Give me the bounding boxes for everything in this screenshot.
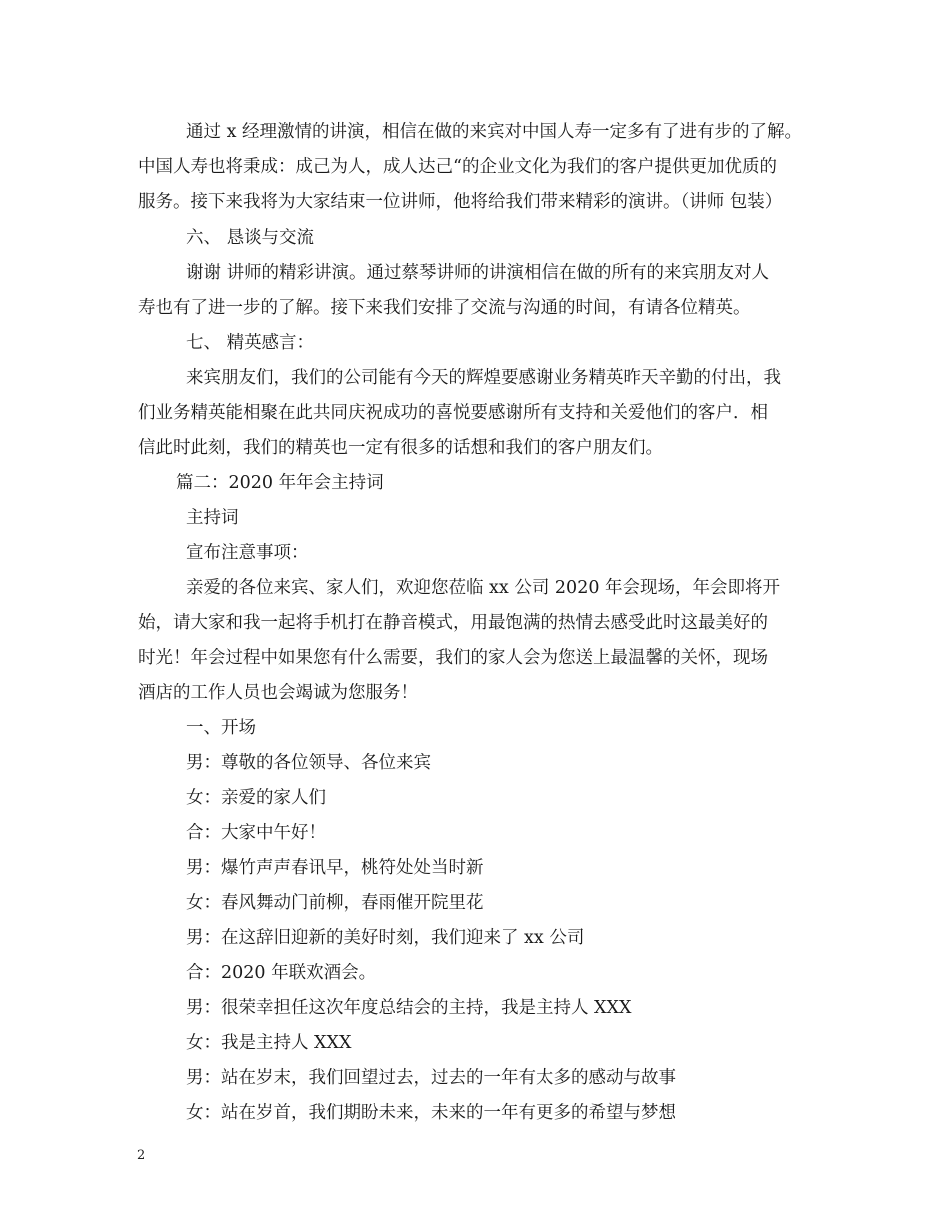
text-line: 中国人寿也将秉成：成己为人，成人达己“的企业文化为我们的客户提供更加优质的 <box>138 157 777 177</box>
text-line: 女：站在岁首，我们期盼未来，未来的一年有更多的希望与梦想 <box>186 1103 676 1123</box>
text-line: 来宾朋友们，我们的公司能有今天的辉煌要感谢业务精英昨天辛勤的付出，我 <box>186 368 781 388</box>
text-line: 女：我是主持人 XXX <box>186 1033 352 1053</box>
text-line: 亲爱的各位来宾、家人们，欢迎您莅临 xx 公司 2020 年会现场，年会即将开 <box>186 578 781 598</box>
section-heading: 六、 恳谈与交流 <box>186 228 315 248</box>
text-line: 合：大家中午好！ <box>186 823 326 843</box>
text-line: 合：2020 年联欢酒会。 <box>186 963 377 983</box>
text-line: 通过 x 经理激情的讲演，相信在做的来宾对中国人寿一定多有了进有步的了解。 <box>186 122 802 142</box>
text-line: 男：爆竹声声春讯早，桃符处处当时新 <box>186 858 484 878</box>
text-line: 服务。接下来我将为大家结束一位讲师，他将给我们带来精彩的演讲。（讲师 包装） <box>138 192 783 212</box>
section-heading: 篇二：2020 年年会主持词 <box>176 473 384 493</box>
text-line: 主持词 <box>186 508 239 528</box>
text-line: 男：尊敬的各位领导、各位来宾 <box>186 753 431 773</box>
text-line: 信此时此刻，我们的精英也一定有很多的话想和我们的客户朋友们。 <box>138 438 663 458</box>
text-line: 女：春风舞动门前柳，春雨催开院里花 <box>186 893 484 913</box>
text-line: 们业务精英能相聚在此共同庆祝成功的喜悦要感谢所有支持和关爱他们的客户．相 <box>138 403 768 423</box>
text-line: 宣布注意事项： <box>186 543 309 563</box>
text-line: 时光！年会过程中如果您有什么需要，我们的家人会为您送上最温馨的关怀，现场 <box>138 648 768 668</box>
text-line: 男：站在岁末，我们回望过去，过去的一年有太多的感动与故事 <box>186 1068 676 1088</box>
page-number: 2 <box>137 1148 146 1163</box>
text-line: 始，请大家和我一起将手机打在静音模式，用最饱满的热情去感受此时这最美好的 <box>138 613 768 633</box>
text-line: 男：在这辞旧迎新的美好时刻，我们迎来了 xx 公司 <box>186 928 585 948</box>
section-heading: 七、 精英感言： <box>186 333 315 353</box>
text-line: 女：亲爱的家人们 <box>186 788 326 808</box>
text-line: 谢谢 讲师的精彩讲演。通过蔡琴讲师的讲演相信在做的所有的来宾朋友对人 <box>186 263 770 283</box>
text-line: 酒店的工作人员也会竭诚为您服务！ <box>138 683 418 703</box>
section-heading: 一、开场 <box>186 718 256 738</box>
text-line: 寿也有了进一步的了解。接下来我们安排了交流与沟通的时间，有请各位精英。 <box>138 298 751 318</box>
text-line: 男：很荣幸担任这次年度总结会的主持，我是主持人 XXX <box>186 998 632 1018</box>
